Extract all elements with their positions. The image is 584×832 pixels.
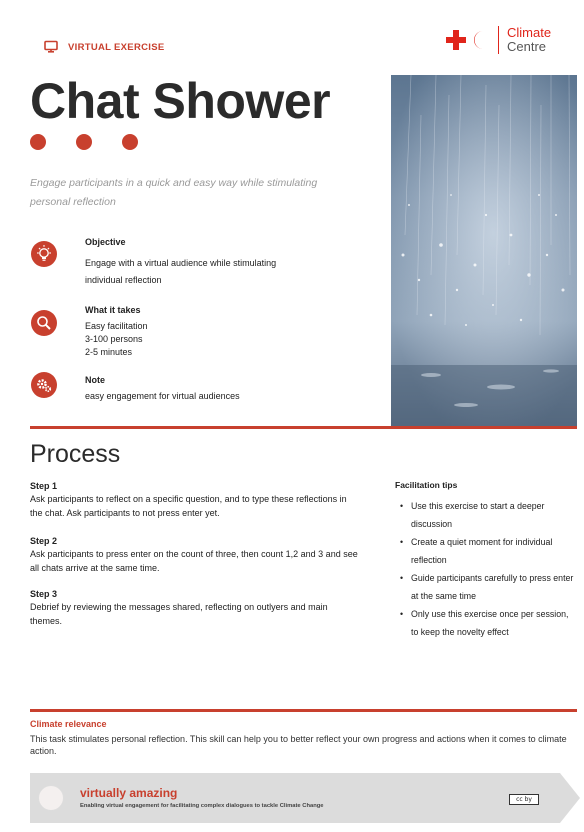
climate-relevance-heading: Climate relevance	[30, 719, 107, 729]
exercise-type-tag	[44, 40, 164, 54]
step-1-heading: Step 1	[30, 481, 58, 491]
relevance-divider	[30, 709, 577, 712]
tips-list	[398, 497, 576, 641]
lightbulb-icon	[31, 241, 57, 267]
step-2-text: Ask participants to press enter on the count of three, then count 1,2 and 3 and see all chats arrive at the same time.	[30, 549, 358, 573]
climate-centre-logo	[446, 26, 551, 54]
tip-item: • Only use this exercise once per session, to keep the novelty effect	[398, 605, 576, 641]
section-divider	[30, 426, 577, 429]
red-crescent-icon	[472, 30, 488, 50]
title-dots	[30, 134, 138, 150]
logo-line-1: Climate	[507, 25, 552, 40]
dot-icon	[30, 134, 46, 150]
rain-photo	[391, 75, 577, 427]
tip-item: • Guide participants carefully to press enter at the same time	[398, 569, 576, 605]
note-text: easy engagement for virtual audiences	[85, 391, 240, 401]
step-3-text: Debrief by reviewing the messages shared, reflecting on outlyers and main themes.	[30, 602, 328, 626]
logo-line-2: Centre	[507, 39, 547, 54]
logo-text	[507, 26, 551, 54]
step-2-heading: Step 2	[30, 536, 58, 546]
what-it-takes-text	[85, 320, 148, 359]
dot-icon	[122, 134, 138, 150]
what-it-takes-line: Easy facilitation	[85, 321, 148, 331]
objective-heading: Objective	[85, 237, 126, 247]
what-it-takes-line: 3-100 persons	[85, 334, 143, 344]
dot-icon	[76, 134, 92, 150]
what-it-takes-line: 2-5 minutes	[85, 347, 133, 357]
tip-item: • Create a quiet moment for individual reflection	[398, 533, 576, 569]
page-title: Chat Shower	[30, 73, 331, 129]
logo-divider	[498, 26, 499, 54]
objective-line: individual reflection	[85, 275, 162, 285]
tips-heading: Facilitation tips	[395, 480, 458, 490]
cc-license-icon: cc by	[509, 794, 539, 805]
exercise-type-label: VIRTUAL EXERCISE	[68, 41, 165, 53]
objective-text	[85, 255, 276, 289]
step-3-heading: Step 3	[30, 589, 58, 599]
footer-brand: virtually amazing	[80, 786, 178, 800]
note-heading: Note	[85, 375, 105, 385]
step-1-text: Ask participants to reflect on a specific question, and to type these reflections in the chat. Ask participants to not press enter yet.	[30, 494, 347, 518]
red-cross-icon	[446, 30, 466, 50]
process-heading: Process	[30, 440, 121, 468]
gears-icon	[31, 372, 57, 398]
tip-item: • Use this exercise to start a deeper discussion	[398, 497, 576, 533]
footer-banner	[30, 773, 580, 823]
footer-tagline: Enabling virtual engagement for facilitating complex dialogues to tackle Climate Change	[80, 803, 324, 809]
badge-logo-icon	[38, 785, 64, 811]
page-subtitle: Engage participants in a quick and easy way while stimulating personal reflection	[30, 177, 318, 208]
objective-line: Engage with a virtual audience while stimulating	[85, 258, 277, 268]
climate-relevance-text: This task stimulates personal reflection. This skill can help you to better reflect your own progress and actions when it comes to climate action.	[30, 734, 567, 756]
search-icon	[31, 310, 57, 336]
what-it-takes-heading: What it takes	[85, 305, 141, 315]
monitor-icon	[44, 40, 58, 54]
